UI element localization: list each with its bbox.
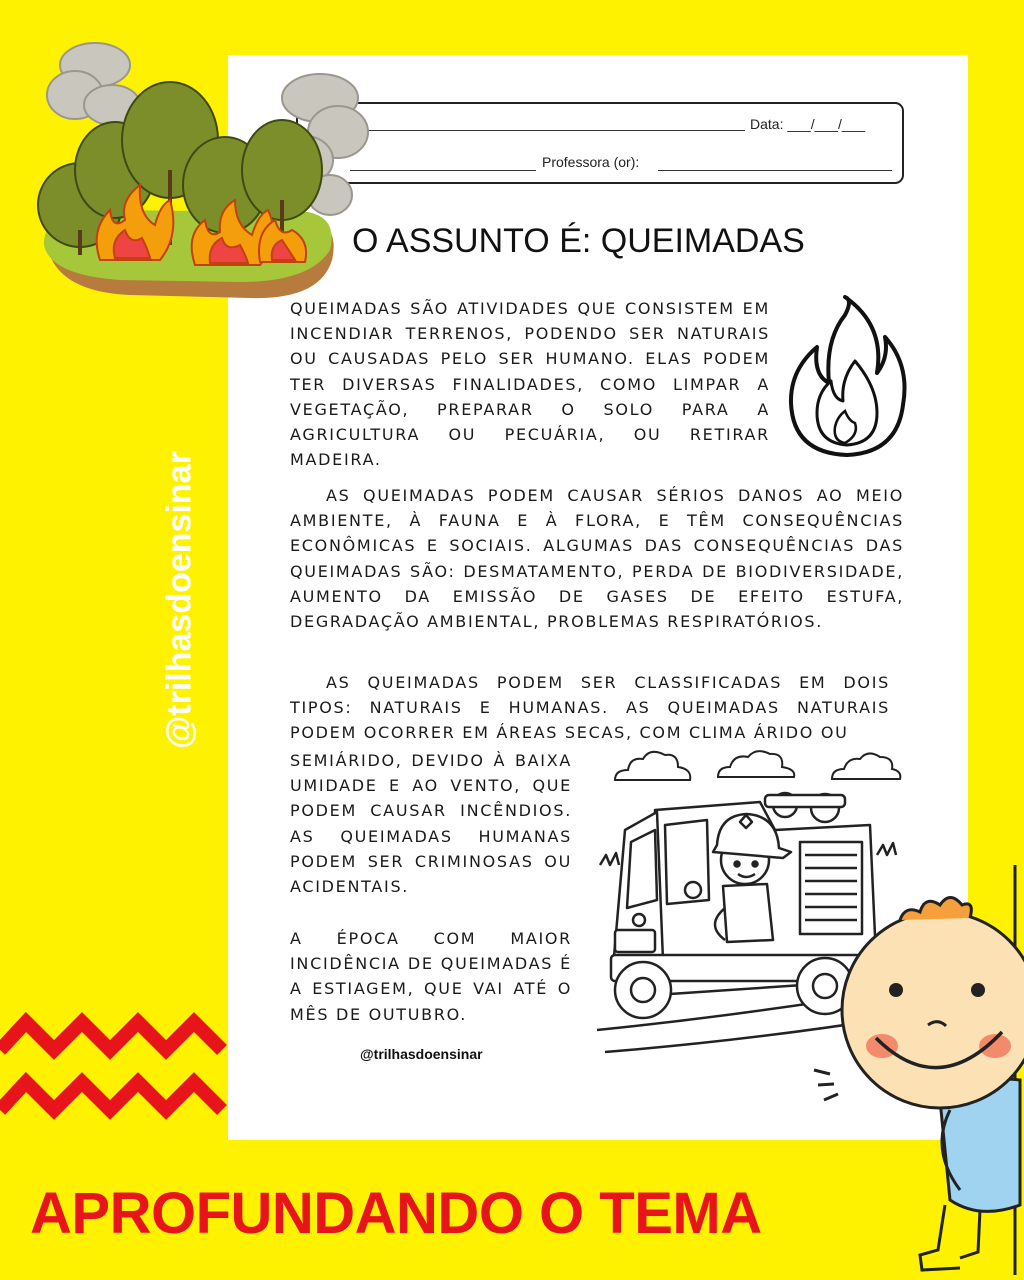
flame-icon xyxy=(785,295,910,460)
paragraph-season: A ÉPOCA COM MAIOR INCIDÊNCIA DE QUEIMADAS É A ESTIAGEM, QUE VAI ATÉ O MÊS DE OUTUBRO. xyxy=(290,929,572,1024)
page-title: O ASSUNTO É: QUEIMADAS xyxy=(352,222,805,260)
paragraph-intro: QUEIMADAS SÃO ATIVIDADES QUE CONSISTEM EM INCENDIAR TERRENOS, PODENDO SER NATURAIS OU CAUSADAS PELO SER HUMANO. ELAS PODEM TER DIVERSAS FINALIDADES, COMO LIMPAR A VEGETAÇÃO, PREPARAR O SOLO PARA A AGRICULTURA OU PECUÁRIA, OU RETIRAR MADEIRA. xyxy=(290,299,770,470)
zigzag-decoration xyxy=(0,1010,230,1130)
teacher-field-label: Professora (or): xyxy=(542,154,640,170)
teacher-line xyxy=(658,170,892,171)
name-line xyxy=(350,130,745,131)
header-form xyxy=(296,102,904,184)
worksheet-handle: @trilhasdoensinar xyxy=(360,1046,483,1062)
wildfire-illustration xyxy=(20,20,365,310)
date-field-label: Data: ___/___/___ xyxy=(750,116,866,132)
side-handle: @trilhasdoensinar xyxy=(160,451,199,749)
paragraph-consequences: AS QUEIMADAS PODEM CAUSAR SÉRIOS DANOS AO MEIO AMBIENTE, À FAUNA E À FLORA, E TÊM CONSEQUÊNCIAS ECONÔMICAS E SOCIAIS. ALGUMAS DAS CONSEQUÊNCIAS DAS QUEIMADAS SÃO: DESMATAMENTO, PERDA DE BIODIVERSIDADE, AUMENTO DA EMISSÃO DE GASES DE EFEITO ESTUFA, DEGRADAÇÃO AMBIENTAL, PROBLEMAS RESPIRATÓRIOS. xyxy=(290,486,904,632)
class-line xyxy=(350,170,536,171)
paragraph-types-continued: SEMIÁRIDO, DEVIDO À BAIXA UMIDADE E AO VENTO, QUE PODEM CAUSAR INCÊNDIOS. AS QUEIMADAS HUMANAS PODEM SER CRIMINOSAS OU ACIDENTAIS. xyxy=(290,751,572,897)
kid-illustration xyxy=(810,860,1024,1280)
paragraph-types: AS QUEIMADAS PODEM SER CLASSIFICADAS EM DOIS TIPOS: NATURAIS E HUMANAS. AS QUEIMADAS NATURAIS PODEM OCORRER EM ÁREAS SECAS, COM CLIMA ÁRIDO OU xyxy=(290,673,890,743)
cloud-icon xyxy=(610,745,900,790)
banner-title: APROFUNDANDO O TEMA xyxy=(30,1181,762,1246)
